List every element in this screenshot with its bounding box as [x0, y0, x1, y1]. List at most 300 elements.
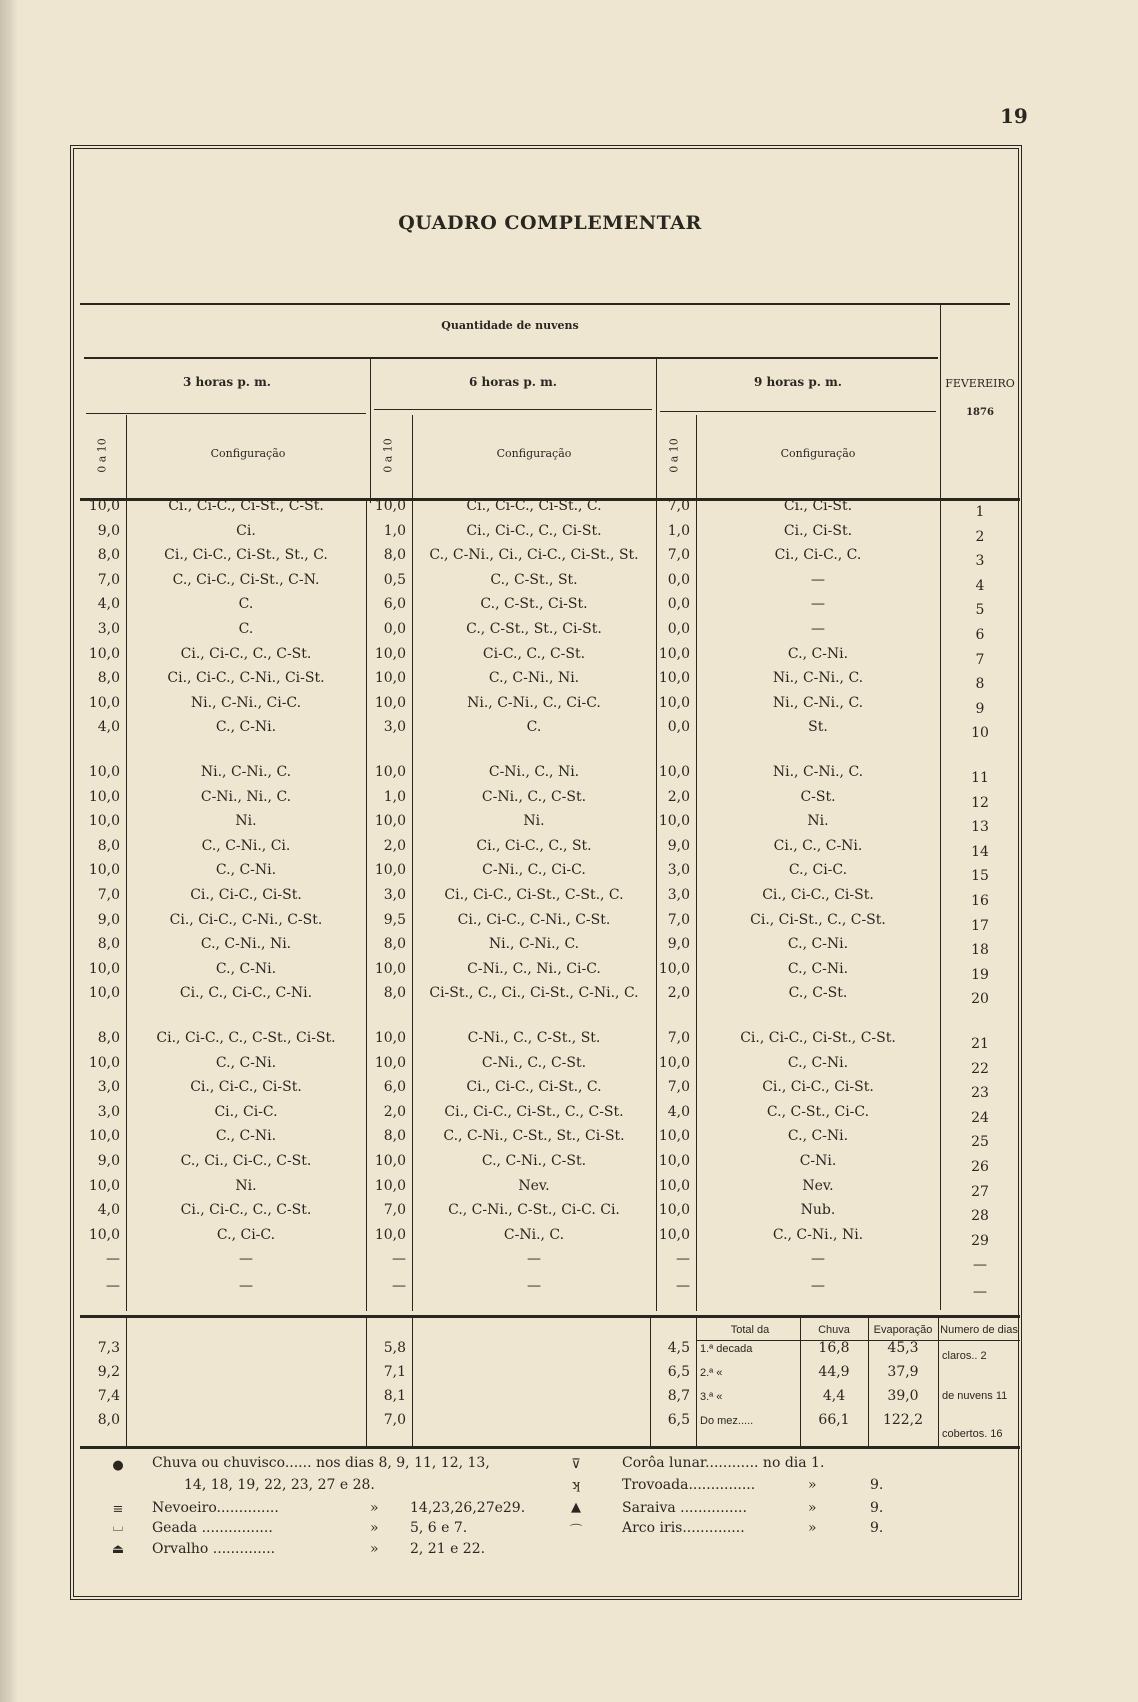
table-cell: —: [973, 1284, 987, 1300]
table-cell: 3,0: [383, 719, 406, 736]
legend-rainbow-days: 9.: [870, 1520, 884, 1536]
book-spine-shadow: [0, 0, 18, 1702]
summary-cell: 7,3: [97, 1340, 120, 1356]
table-cell: Ni.: [523, 813, 545, 830]
table-cell: 10,0: [374, 1153, 406, 1169]
scale-label-3h: 0 a 10: [95, 438, 109, 473]
table-cell: 1: [975, 504, 985, 520]
table-cell: 10,0: [658, 645, 690, 662]
table-cell: Nev.: [802, 1177, 834, 1194]
table-cell: 10,0: [88, 862, 120, 879]
table-cell: C., C-St., St.: [490, 571, 578, 588]
table-cell: C-Ni., C.: [503, 1226, 565, 1243]
table-cell: C-Ni., C., C-St., St.: [467, 1030, 601, 1046]
rain-icon: ●: [112, 1458, 124, 1473]
table-cell: 10,0: [88, 498, 120, 514]
summary-cell: 122,2: [882, 1412, 924, 1428]
table-cell: Ci., Ci-C., C., C-St.: [180, 1202, 312, 1219]
table-cell: 10,0: [374, 960, 406, 977]
table-cell: 10,0: [658, 764, 690, 780]
table-cell: C., C-Ni., C-St., Ci-C. Ci.: [448, 1202, 620, 1219]
table-cell: C., Ci-C., Ci-St., C-N.: [172, 571, 320, 588]
table-cell: 10,0: [88, 1128, 120, 1145]
table-cell: 7,0: [667, 1079, 690, 1096]
table-cell: C., C-Ni., Ni.: [488, 670, 580, 687]
table-cell: —: [811, 571, 825, 588]
table-cell: C., C-Ni., Ci., Ci-C., Ci-St., St.: [429, 547, 639, 564]
header-year: 1876: [966, 407, 994, 418]
summary-cell: 3.ª «: [700, 1391, 723, 1403]
lunar-corona-icon: ⊽: [571, 1457, 581, 1472]
summary-days-cell: claros.. 2: [942, 1350, 987, 1362]
thunder-icon: ʞ: [572, 1478, 580, 1493]
table-cell: 10,0: [374, 813, 406, 830]
legend-frost-days: 5, 6 e 7.: [410, 1520, 468, 1536]
table-cell: 7,0: [383, 1202, 406, 1219]
summary-days-cell: cobertos. 16: [942, 1428, 1003, 1440]
table-cell: —: [392, 1251, 406, 1268]
table-cell: 6,0: [383, 596, 406, 613]
table-cell: 10,0: [658, 960, 690, 977]
table-cell: 10,0: [374, 670, 406, 687]
table-cell: Ci., Ci-C.: [214, 1103, 278, 1120]
table-cell: 7,0: [667, 911, 690, 928]
table-cell: Ni., C-Ni., C.: [772, 764, 864, 780]
table-cell: 10,0: [88, 813, 120, 830]
table-cell: 10,0: [658, 1177, 690, 1194]
table-cell: C., C-St., Ci-C.: [766, 1103, 870, 1120]
table-cell: 10,0: [88, 960, 120, 977]
table-cell: —: [239, 1278, 253, 1294]
summary-cell: 1.ª decada: [700, 1343, 753, 1355]
table-cell: 1,0: [383, 522, 406, 539]
legend-rain: Chuva ou chuvisco...... nos dias 8, 9, 11, 12, 13,: [152, 1455, 490, 1471]
table-cell: 22: [971, 1060, 989, 1077]
table-cell: Ci., Ci-C., C., St.: [476, 837, 592, 854]
table-cell: C.: [526, 719, 542, 736]
table-cell: 10,0: [88, 764, 120, 780]
table-cell: Ni., C-Ni., Ci-C.: [190, 694, 302, 711]
table-cell: Ni., C-Ni., C., Ci-C.: [467, 694, 601, 711]
legend-hail-days: 9.: [870, 1500, 884, 1516]
table-cell: 4,0: [97, 596, 120, 613]
table-cell: —: [676, 1251, 690, 1268]
header-month: FEVEREIRO: [945, 377, 1015, 390]
table-cell: 10,0: [374, 645, 406, 662]
table-cell: 24: [971, 1109, 989, 1126]
summary-cell: 8,0: [97, 1412, 120, 1428]
table-cell: 0,5: [383, 571, 406, 588]
table-cell: 8,0: [383, 985, 406, 1002]
table-cell: 10,0: [658, 813, 690, 830]
table-cell: C-Ni.: [799, 1153, 837, 1169]
table-cell: 10,0: [374, 694, 406, 711]
table-cell: 19: [971, 966, 989, 983]
table-cell: C., C-Ni.: [787, 1054, 849, 1071]
table-cell: 7,0: [97, 887, 120, 903]
table-cell: 1,0: [383, 788, 406, 805]
legend-rain-cont: 14, 18, 19, 22, 23, 27 e 28.: [184, 1477, 375, 1493]
sum-div-3: [412, 1318, 413, 1446]
sum-chuva-head: Chuva: [818, 1324, 850, 1336]
table-cell: 0,0: [667, 571, 690, 588]
rainbow-icon: ⌒: [569, 1524, 583, 1539]
header-rule-sub: [84, 357, 938, 359]
table-cell: 8,0: [97, 670, 120, 687]
table-cell: C-St.: [800, 788, 836, 805]
table-cell: 7,0: [667, 498, 690, 514]
table-cell: C., Ci-C.: [788, 862, 848, 879]
table-cell: 18: [971, 942, 989, 959]
table-cell: 0,0: [383, 621, 406, 637]
table-cell: Ci., Ci-C., Ci-St.: [762, 887, 874, 903]
table-cell: Ci., Ci-C., C-Ni., C-St.: [169, 911, 323, 928]
summary-cell: 66,1: [818, 1412, 850, 1428]
table-cell: —: [811, 621, 825, 637]
table-cell: 27: [971, 1183, 989, 1200]
header-9h: 9 horas p. m.: [754, 375, 842, 389]
legend-rainbow-q: »: [808, 1520, 817, 1536]
table-cell: C., C-Ni.: [787, 1128, 849, 1145]
table-cell: 7,0: [667, 547, 690, 564]
table-cell: 10: [971, 725, 989, 742]
table-cell: 10,0: [374, 1177, 406, 1194]
legend-dew: Orvalho ..............: [152, 1541, 276, 1557]
table-cell: 13: [971, 819, 989, 836]
table-cell: C., C-Ni.: [215, 719, 277, 736]
table-cell: C-Ni., C., Ni.: [488, 764, 580, 780]
table-cell: 8,0: [383, 936, 406, 953]
table-cell: 8: [975, 676, 985, 693]
table-cell: Ci., Ci-C., Ci-St., C., C-St.: [444, 1103, 624, 1120]
table-cell: 3,0: [667, 862, 690, 879]
brace-3h: [86, 413, 366, 414]
table-cell: Ci., Ci-C., Ci-St.: [762, 1079, 874, 1096]
summary-cell: 4,5: [667, 1340, 690, 1356]
table-cell: 8,0: [383, 1128, 406, 1145]
table-cell: 4,0: [97, 719, 120, 736]
table-cell: 3: [975, 553, 985, 570]
table-cell: 4,0: [97, 1202, 120, 1219]
table-cell: Nev.: [518, 1177, 550, 1194]
table-cell: C., C-Ni.: [215, 960, 277, 977]
table-cell: —: [106, 1278, 120, 1294]
table-cell: 5: [975, 602, 985, 619]
table-cell: C., C-Ni., Ni.: [200, 936, 292, 953]
table-cell: 7,0: [667, 1030, 690, 1046]
table-cell: 10,0: [374, 1226, 406, 1243]
table-cell: Ci., Ci-C., Ci-St., C.: [466, 498, 602, 514]
dew-icon: ⏏: [111, 1542, 125, 1557]
table-cell: 2: [975, 528, 985, 545]
table-cell: C., C-Ni.: [215, 862, 277, 879]
table-cell: Ci., Ci-C., Ci-St.: [190, 887, 302, 903]
table-cell: 8,0: [97, 1030, 120, 1046]
table-cell: Ci., Ci-C., Ci-St., C.: [466, 1079, 602, 1096]
summary-days-cell: de nuvens 11: [942, 1390, 1008, 1402]
table-cell: 6,0: [383, 1079, 406, 1096]
table-cell: C., C-Ni., Ni.: [772, 1226, 864, 1243]
summary-cell: 6,5: [667, 1364, 690, 1380]
table-cell: Ci., Ci-C., C.: [774, 547, 862, 564]
table-cell: Ci., Ci-C., C., C-St., Ci-St.: [156, 1030, 336, 1046]
legend-fog: Nevoeiro..............: [152, 1500, 279, 1516]
legend-dew-q: »: [370, 1541, 379, 1557]
table-cell: 12: [971, 794, 989, 811]
table-cell: 14: [971, 843, 989, 860]
table-cell: 0,0: [667, 596, 690, 613]
table-cell: 8,0: [383, 547, 406, 564]
table-cell: C., C-St., Ci-St.: [480, 596, 588, 613]
table-cell: 4: [975, 577, 985, 594]
summary-cell: 7,4: [97, 1388, 120, 1404]
summary-cell: 7,0: [383, 1412, 406, 1428]
legend-lunar: Corôa lunar............ no dia 1.: [622, 1455, 825, 1471]
table-cell: 17: [971, 917, 989, 934]
table-cell: 9,5: [383, 911, 406, 928]
table-cell: C., C-Ni., C-St.: [481, 1153, 587, 1169]
table-cell: —: [811, 1251, 825, 1268]
table-cell: Ni., C-Ni., C.: [488, 936, 580, 953]
sum-total-head: Total da: [730, 1324, 770, 1336]
page-number: 19: [1000, 104, 1028, 128]
table-cell: 20: [971, 991, 989, 1008]
brace-9h: [660, 411, 936, 412]
scale-label-9h: 0 a 10: [667, 438, 681, 473]
table-cell: Ci-St., C., Ci., Ci-St., C-Ni., C.: [429, 985, 639, 1002]
table-cell: —: [527, 1278, 541, 1294]
table-cell: Ni., C-Ni., C.: [772, 694, 864, 711]
table-cell: 2,0: [383, 837, 406, 854]
config-label-9h: Configuração: [780, 447, 856, 460]
fog-icon: ≡: [112, 1502, 124, 1517]
table-cell: C., C-St.: [788, 985, 848, 1002]
page-title: QUADRO COMPLEMENTAR: [398, 212, 702, 234]
legend-frost: Geada ................: [152, 1520, 273, 1536]
legend-fog-q: »: [370, 1500, 379, 1516]
table-cell: St.: [808, 719, 828, 736]
table-cell: —: [973, 1257, 987, 1274]
table-cell: C.: [238, 596, 254, 613]
table-cell: 8,0: [97, 547, 120, 564]
table-cell: 28: [971, 1208, 989, 1225]
summary-cell: 4,4: [822, 1388, 846, 1404]
table-cell: —: [527, 1251, 541, 1268]
table-cell: —: [811, 1278, 825, 1294]
legend-thunder-q: »: [808, 1477, 817, 1493]
table-cell: Ci., Ci-C., Ci-St., C-St., C.: [444, 887, 624, 903]
summary-cell: Do mez.....: [700, 1415, 754, 1427]
summary-cell: 44,9: [818, 1364, 850, 1380]
table-cell: Ci., Ci-C., C., Ci-St.: [466, 522, 602, 539]
legend-hail-q: »: [808, 1500, 817, 1516]
table-cell: 6: [975, 627, 985, 643]
frost-icon: ⌴: [112, 1520, 124, 1535]
table-cell: 8,0: [97, 936, 120, 953]
table-cell: C., C-Ni., Ci.: [201, 837, 291, 854]
sum-evap-head: Evaporação: [873, 1324, 933, 1336]
table-cell: 26: [971, 1159, 989, 1175]
legend-thunder-days: 9.: [870, 1477, 884, 1493]
summary-cell: 39,0: [887, 1388, 919, 1404]
summary-cell: 6,5: [667, 1412, 690, 1428]
summary-cell: 2.ª «: [700, 1367, 723, 1379]
table-cell: 10,0: [88, 788, 120, 805]
table-cell: 3,0: [97, 1079, 120, 1096]
table-cell: C., C-Ni.: [787, 960, 849, 977]
table-cell: 10,0: [658, 1128, 690, 1145]
summary-cell: 45,3: [887, 1340, 919, 1356]
table-cell: 2,0: [667, 985, 690, 1002]
table-cell: C-Ni., C., Ci-C.: [482, 862, 586, 879]
table-cell: 9,0: [97, 522, 120, 539]
table-cell: C., C-Ni.: [215, 1054, 277, 1071]
summary-cell: 7,1: [383, 1364, 406, 1380]
scale-label-6h: 0 a 10: [381, 438, 395, 473]
table-cell: C-Ni., C., C-St.: [481, 788, 587, 805]
table-cell: 10,0: [374, 1054, 406, 1071]
table-cell: 11: [971, 770, 989, 786]
table-cell: Ci., Ci-C., C., C-St.: [180, 645, 312, 662]
table-cell: Ci., Ci-St., C., C-St.: [750, 911, 886, 928]
table-cell: 10,0: [658, 694, 690, 711]
table-cell: C., C-Ni., C-St., St., Ci-St.: [443, 1128, 625, 1145]
table-cell: 10,0: [88, 645, 120, 662]
legend-dew-days: 2, 21 e 22.: [410, 1541, 486, 1557]
table-cell: —: [676, 1278, 690, 1294]
table-cell: —: [239, 1251, 253, 1268]
table-cell: 8,0: [97, 837, 120, 854]
config-label-6h: Configuração: [496, 447, 572, 460]
table-cell: C-Ni., C., Ni., Ci-C.: [467, 960, 601, 977]
table-cell: 9,0: [97, 911, 120, 928]
summary-cell: 37,9: [887, 1364, 919, 1380]
table-cell: Ni.: [807, 813, 829, 830]
table-cell: Ci., Ci-C., Ci-St., C-St.: [740, 1030, 896, 1046]
table-cell: Ci., Ci-C., Ci-St.: [190, 1079, 302, 1096]
table-cell: Ni., C-Ni., C.: [772, 670, 864, 687]
table-cell: 10,0: [658, 670, 690, 687]
table-cell: Ci-C., C., C-St.: [482, 645, 586, 662]
table-cell: Ci., C., Ci-C., C-Ni.: [179, 985, 313, 1002]
table-cell: 3,0: [97, 1103, 120, 1120]
sum-div-8: [938, 1318, 939, 1446]
table-cell: 3,0: [667, 887, 690, 903]
table-cell: 10,0: [658, 1153, 690, 1169]
table-cell: C., Ci., Ci-C., C-St.: [180, 1153, 312, 1169]
table-cell: Ni., C-Ni., C.: [200, 764, 292, 780]
legend-thunder: Trovoada...............: [622, 1477, 756, 1493]
table-cell: 10,0: [88, 1177, 120, 1194]
summary-cell: 8,7: [667, 1388, 690, 1404]
legend-hail: Saraiva ...............: [622, 1500, 747, 1516]
table-cell: Ci., Ci-C., C-Ni., Ci-St.: [167, 670, 325, 687]
table-cell: C., C-Ni.: [787, 936, 849, 953]
table-cell: C-Ni., Ni., C.: [200, 788, 292, 805]
header-6h: 6 horas p. m.: [469, 375, 557, 389]
table-cell: 16: [971, 893, 989, 909]
table-cell: 9,0: [97, 1153, 120, 1169]
brace-6h: [374, 409, 652, 410]
table-cell: 7,0: [97, 571, 120, 588]
table-cell: C., C-Ni.: [787, 645, 849, 662]
table-cell: Ci., Ci-C., Ci-St., St., C.: [164, 547, 328, 564]
table-cell: Ni.: [235, 1177, 257, 1194]
table-cell: —: [106, 1251, 120, 1268]
table-cell: 10,0: [658, 1226, 690, 1243]
table-cell: 15: [971, 868, 989, 885]
legend-frost-q: »: [370, 1520, 379, 1536]
table-cell: 9: [975, 700, 985, 717]
table-cell: 10,0: [88, 1226, 120, 1243]
table-cell: 3,0: [383, 887, 406, 903]
table-cell: C., C-St., St., Ci-St.: [466, 621, 602, 637]
table-cell: Ni.: [235, 813, 257, 830]
summary-cell: 16,8: [818, 1340, 850, 1356]
table-cell: 10,0: [374, 764, 406, 780]
summary-cell: 8,1: [383, 1388, 406, 1404]
table-cell: 23: [971, 1085, 989, 1102]
summary-cell: 5,8: [383, 1340, 406, 1356]
table-cell: 10,0: [88, 694, 120, 711]
sum-div-1: [126, 1318, 127, 1446]
table-cell: 10,0: [88, 1054, 120, 1071]
table-cell: Ci., Ci-C., C-Ni., C-St.: [457, 911, 611, 928]
table-cell: Ci., C., C-Ni.: [773, 837, 863, 854]
table-cell: 10,0: [374, 1030, 406, 1046]
legend-fog-days: 14,23,26,27e29.: [410, 1500, 526, 1516]
header-rule-top: [80, 303, 1010, 305]
header-3h: 3 horas p. m.: [183, 375, 271, 389]
table-cell: 10,0: [658, 1054, 690, 1071]
table-cell: 2,0: [383, 1103, 406, 1120]
table-cell: 10,0: [658, 1202, 690, 1219]
table-cell: —: [811, 596, 825, 613]
table-cell: 25: [971, 1134, 989, 1151]
table-cell: 10,0: [374, 498, 406, 514]
legend-rainbow: Arco iris..............: [622, 1520, 745, 1536]
table-cell: 10,0: [374, 862, 406, 879]
legend-rule-top: [80, 1446, 1020, 1449]
table-cell: C., Ci-C.: [216, 1226, 276, 1243]
table-cell: C-Ni., C., C-St.: [481, 1054, 587, 1071]
table-cell: 0,0: [667, 621, 690, 637]
hail-icon: ▲: [571, 1500, 581, 1515]
table-cell: 0,0: [667, 719, 690, 736]
table-cell: 9,0: [667, 837, 690, 854]
table-cell: Ci., Ci-St.: [783, 522, 853, 539]
table-cell: 21: [971, 1036, 989, 1052]
table-cell: —: [392, 1278, 406, 1294]
table-cell: 29: [971, 1232, 989, 1249]
sum-dias-head: Numero de dias: [940, 1324, 1018, 1336]
table-cell: 1,0: [667, 522, 690, 539]
table-cell: 3,0: [97, 621, 120, 637]
table-cell: C.: [238, 621, 254, 637]
summary-rule-top: [80, 1315, 1020, 1318]
config-label-3h: Configuração: [210, 447, 286, 460]
table-cell: 10,0: [88, 985, 120, 1002]
table-cell: 7: [975, 651, 985, 668]
sum-div-5: [696, 1318, 697, 1446]
table-cell: Nub.: [800, 1202, 836, 1219]
table-cell: Ci., Ci-C., Ci-St., C-St.: [168, 498, 324, 514]
table-cell: Ci.: [236, 522, 256, 539]
table-cell: 4,0: [667, 1103, 690, 1120]
table-cell: C., C-Ni.: [215, 1128, 277, 1145]
table-cell: 2,0: [667, 788, 690, 805]
summary-cell: 9,2: [97, 1364, 120, 1380]
